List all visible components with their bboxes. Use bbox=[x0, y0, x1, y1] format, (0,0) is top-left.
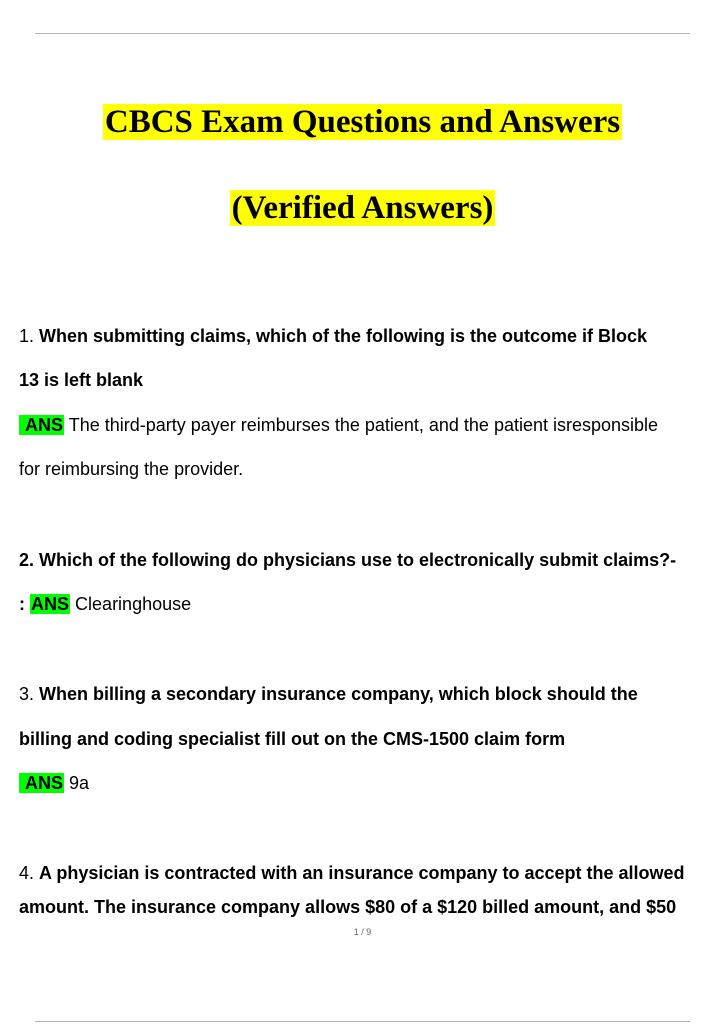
answer-2 bbox=[19, 593, 725, 615]
answer-text: 9a bbox=[69, 773, 90, 793]
question-4-line2 bbox=[19, 896, 725, 918]
answer-1-line2 bbox=[19, 458, 725, 480]
top-rule bbox=[35, 33, 690, 34]
question-2-line1 bbox=[19, 549, 725, 571]
question-4-line1 bbox=[19, 862, 725, 884]
ans-label: ANS bbox=[19, 773, 64, 793]
question-text: Which of the following do physicians use to electronically submit claims?- bbox=[39, 550, 677, 570]
question-number: 4. bbox=[19, 863, 35, 883]
question-number: 1. bbox=[19, 326, 35, 346]
answer-prefix: : bbox=[19, 594, 25, 614]
ans-label: ANS bbox=[31, 594, 70, 614]
question-text: When billing a secondary insurance company, which block should the bbox=[39, 684, 638, 704]
question-text: billing and coding specialist fill out on the CMS-1500 claim form bbox=[19, 729, 566, 749]
document-title-line1: CBCS Exam Questions and Answers bbox=[104, 104, 621, 140]
question-number: 3. bbox=[19, 684, 35, 704]
question-3-line2 bbox=[19, 728, 725, 750]
ans-label: ANS bbox=[19, 415, 64, 435]
answer-3 bbox=[19, 772, 725, 794]
question-1-line1 bbox=[19, 325, 725, 347]
question-text: A physician is contracted with an insurance company to accept the allowed bbox=[39, 863, 685, 883]
question-text: 13 is left blank bbox=[19, 370, 144, 390]
question-text: amount. The insurance company allows $80 of a $120 billed amount, and $50 bbox=[19, 897, 677, 917]
question-text: When submitting claims, which of the following is the outcome if Block bbox=[39, 326, 648, 346]
answer-1-line1 bbox=[19, 414, 725, 436]
answer-text: Clearinghouse bbox=[75, 594, 192, 614]
answer-text: The third-party payer reimburses the patient, and the patient isresponsible bbox=[68, 415, 659, 435]
document-title-line2: (Verified Answers) bbox=[231, 190, 494, 226]
question-1-line2 bbox=[19, 369, 725, 391]
question-number: 2. bbox=[19, 550, 35, 570]
question-3-line1 bbox=[19, 683, 725, 705]
page-number: 1 / 9 bbox=[353, 927, 372, 937]
answer-text: for reimbursing the provider. bbox=[19, 459, 244, 479]
bottom-rule bbox=[35, 1021, 690, 1022]
